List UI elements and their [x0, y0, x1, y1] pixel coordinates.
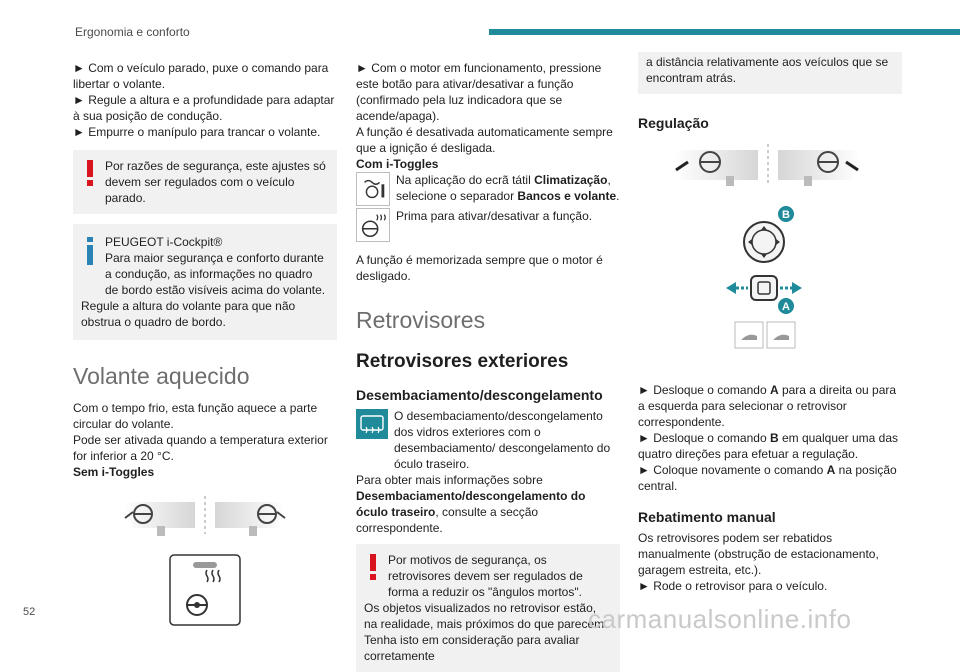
heated-wheel-text-1: Com o tempo frio, esta função aquece a parte circular do volante.	[73, 401, 318, 431]
rebatimento-step: ► Rode o retrovisor para o veículo.	[638, 579, 828, 593]
info-line-2: Regule a altura do volante para que não obstrua o quadro de bordo.	[81, 299, 296, 329]
rebatimento-text: Os retrovisores podem ser rebatidos manualmente (obstrução de estacionamento, garagem estreita, etc.).	[638, 531, 879, 577]
reg-step3-c: na posição central.	[638, 463, 897, 493]
mirror-warning-2: Os objetos visualizados no retrovisor estão, na realidade, mais próximos do que parecem. Tenha isto em consideração para avaliar corretamente	[364, 601, 608, 663]
column-3	[638, 55, 902, 594]
header-title: Ergonomia e conforto	[75, 25, 190, 39]
mirror-warning-1: Por motivos de segurança, os retrovisores devem ser regulados de forma a reduzir os "ângulos mortos".	[388, 553, 583, 599]
mirror-warning-cont-text: a distância relativamente aos veículos que se encontram atrás.	[646, 55, 889, 85]
column-1	[73, 60, 337, 644]
step-release: ► Com o veículo parado, puxe o comando para libertar o volante.	[73, 61, 329, 91]
more-info-a: Para obter mais informações sobre	[356, 473, 543, 487]
info-line-1: Para maior segurança e conforto durante a condução, as informações no quadro de bordo estão visíveis acima do volante.	[105, 251, 326, 297]
reg-step1-a: ► Desloque o comando	[638, 383, 770, 397]
toggle-row-2	[356, 208, 620, 242]
column-2	[356, 60, 620, 672]
reg-step1-b: A	[769, 383, 779, 397]
reg-step2-b: B	[769, 431, 779, 445]
reg-step2-a: ► Desloque o comando	[638, 431, 770, 445]
warning-text: Por razões de segurança, este ajustes só devem ser regulados com o veículo parado.	[105, 159, 326, 205]
label-a: A	[782, 301, 790, 313]
more-info-link: Desembaciamento/descongelamento do óculo traseiro	[356, 489, 586, 519]
reg-step1-c: para a direita ou para a esquerda para selecionar o retrovisor correspondente.	[638, 383, 897, 429]
memorized-text: A função é memorizada sempre que o motor é desligado.	[356, 253, 603, 283]
warning-icon	[366, 553, 380, 581]
toggle1-text-c: , selecione o separador	[396, 173, 611, 203]
toggle1-bancos: Bancos e volante	[517, 189, 617, 203]
heading-rebatimento: Rebatimento manual	[638, 509, 776, 525]
heated-wheel-text-2: Pode ser ativada quando a temperatura exterior for inferior a 20 °C.	[73, 433, 328, 463]
reg-step3-b: A	[826, 463, 836, 477]
climate-seat-icon	[356, 172, 390, 206]
step-lock: ► Empurre o manípulo para trancar o volante.	[73, 125, 321, 139]
defrost-row	[356, 408, 620, 472]
mirror-warning-box	[356, 544, 620, 672]
info-title: PEUGEOT i-Cockpit®	[105, 235, 223, 249]
section-title-mirrors: Retrovisores	[356, 307, 486, 333]
mirror-warning-continued	[638, 52, 902, 94]
step-adjust: ► Regule a altura e a profundidade para adaptar à sua posição de condução.	[73, 93, 335, 123]
page-number: 52	[23, 606, 36, 618]
warning-box	[73, 150, 337, 214]
toggle1-text-e: .	[616, 189, 620, 203]
info-box	[73, 224, 337, 340]
heated-wheel-intro: ► Com o motor em funcionamento, pressione este botão para ativar/desativar a função (confirmado pela luz indicadora que se acende/apaga).	[356, 61, 602, 123]
toggle-row-1	[356, 172, 620, 206]
heading-regulacao: Regulação	[638, 115, 709, 131]
com-toggles-label: Com i-Toggles	[356, 157, 439, 171]
dashboard-illustration	[73, 490, 337, 640]
watermark: carmanualsonline.info	[588, 604, 852, 634]
section-title-heated-wheel: Volante aquecido	[73, 363, 250, 389]
warning-icon	[83, 159, 97, 187]
rear-defrost-icon	[356, 409, 388, 439]
header-accent-bar	[489, 29, 960, 35]
defrost-text: O desembaciamento/descongelamento dos vidros exteriores com o desembaciamento/ descongelamento do óculo traseiro.	[394, 409, 611, 471]
reg-step2-c: em qualquer uma das quatro direções para efetuar a regulação.	[638, 431, 899, 461]
toggle1-text-a: Na aplicação do ecrã tátil	[396, 173, 535, 187]
heading-exterior-mirrors: Retrovisores exteriores	[356, 351, 569, 372]
auto-off-text: A função é desativada automaticamente sempre que a ignição é desligada.	[356, 125, 613, 155]
mirror-adjust-illustration	[638, 140, 902, 370]
info-icon	[83, 236, 97, 266]
toggle2-text: Prima para ativar/desativar a função.	[396, 209, 593, 223]
label-b: B	[782, 209, 790, 221]
more-info-c: , consulte a secção correspondente.	[356, 505, 539, 535]
heated-steering-wheel-icon	[356, 208, 390, 242]
toggle1-climatizacao: Climatização	[534, 173, 608, 187]
reg-step3-a: ► Coloque novamente o comando	[638, 463, 827, 477]
heading-defrost: Desembaciamento/descongelamento	[356, 387, 603, 403]
sem-toggles-label: Sem i-Toggles	[73, 465, 155, 479]
